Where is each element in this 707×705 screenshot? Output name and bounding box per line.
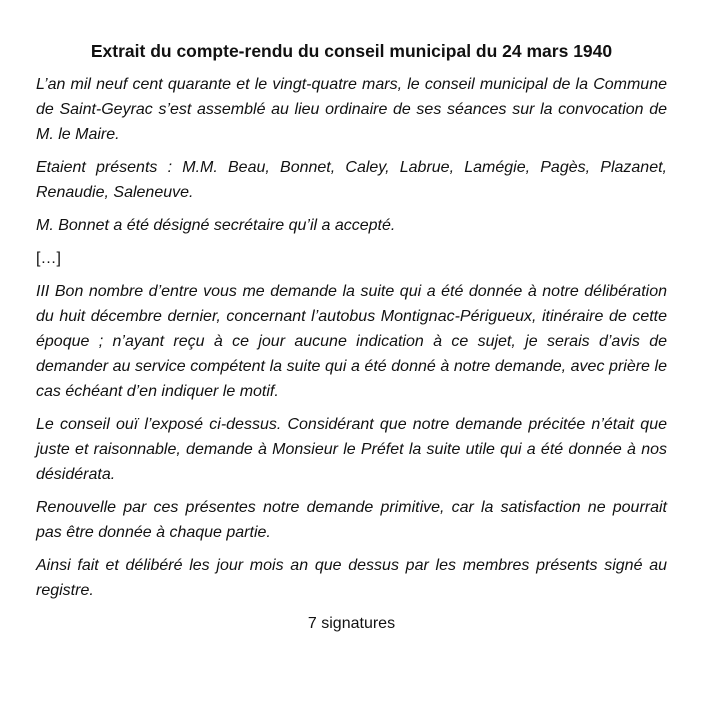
paragraph-bus-request: III Bon nombre d’entre vous me demande la suite qui a été donnée à notre délibération du huit décembre dernier, concernant l’autobus Montignac-Périgueux, itinéraire de cette époque ; n’ayant reçu à ce jour aucune indication à ce sujet, je serais d’avis de demander au service compétent la suite qui a été donné à notre demande, avec prière le cas échéant d’en indiquer le motif. xyxy=(36,283,667,400)
document-title: Extrait du compte-rendu du conseil municipal du 24 mars 1940 xyxy=(90,41,613,61)
paragraph-attendees: Etaient présents : M.M. Beau, Bonnet, Caley, Labrue, Lamégie, Pagès, Plazanet, Renaudie, Saleneuve. xyxy=(36,159,667,201)
paragraph-council-decision: Le conseil ouï l’exposé ci-dessus. Considérant que notre demande précitée n’était que juste et raisonnable, demande à Monsieur le Préfet la suite utile qui a été donnée à nos désidérata. xyxy=(36,416,667,483)
signatures-note: 7 signatures xyxy=(307,615,396,632)
paragraph-opening: L’an mil neuf cent quarante et le vingt-quatre mars, le conseil municipal de la Commune de Saint-Geyrac s’est assemblé au lieu ordinaire de ses séances sur la convocation de M. le Maire. xyxy=(36,76,667,143)
paragraph-secretary: M. Bonnet a été désigné secrétaire qu’il a accepté. xyxy=(36,217,396,234)
paragraph-closing: Ainsi fait et délibéré les jour mois an que dessus par les membres présents signé au registre. xyxy=(36,557,667,599)
paragraph-renewal: Renouvelle par ces présentes notre demande primitive, car la satisfaction ne pourrait pas être donnée à chaque partie. xyxy=(36,499,667,541)
paragraph-ellipsis: […] xyxy=(36,250,61,267)
